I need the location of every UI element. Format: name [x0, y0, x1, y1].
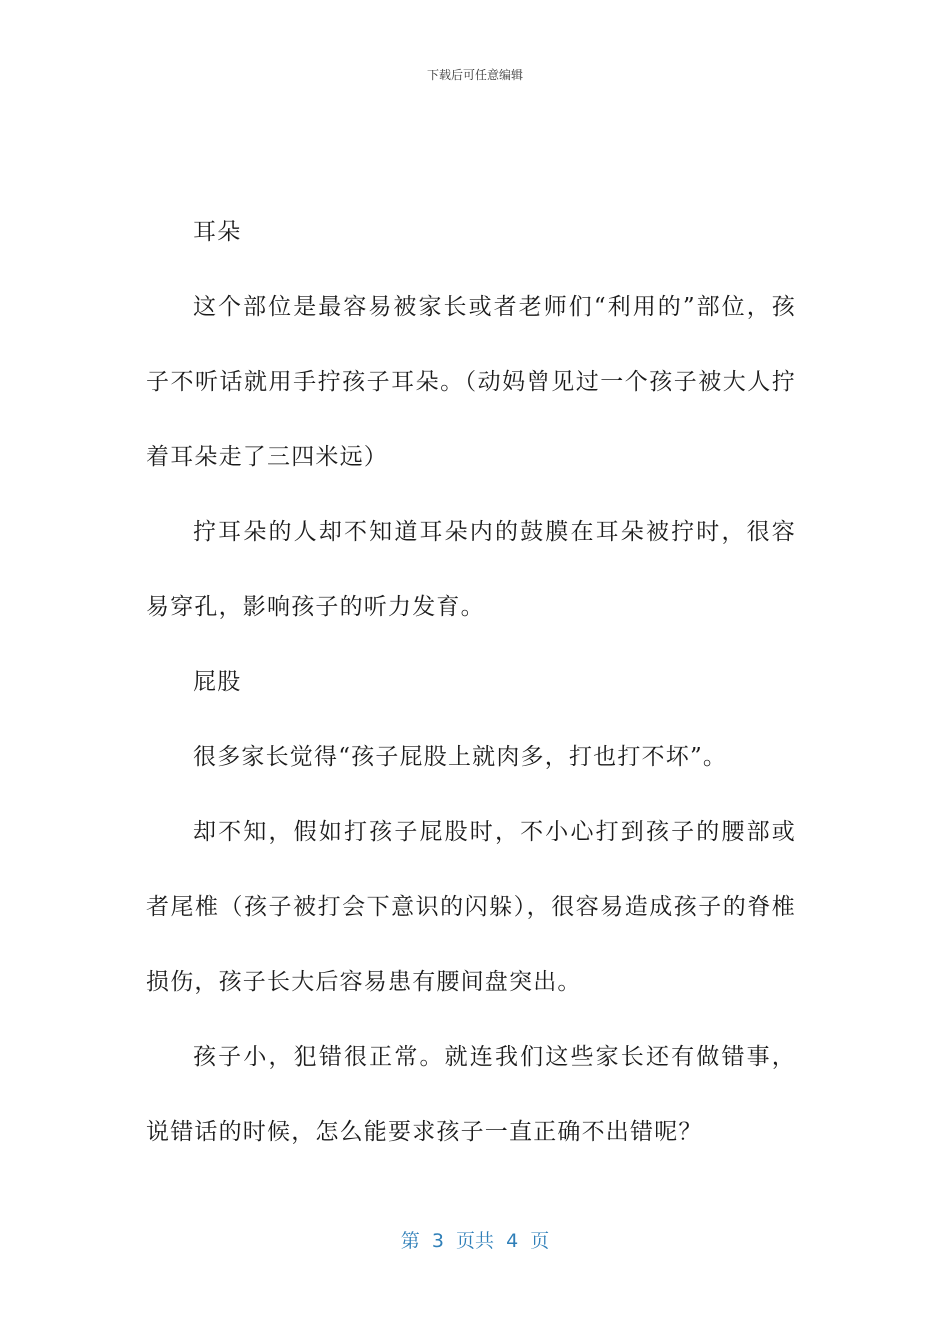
header-note: 下载后可任意编辑 — [426, 68, 523, 82]
paragraph: 孩子小，犯错很正常。就连我们这些家长还有做错事，说错话的时候，怎么能要求孩子一直正确不出错呢？ — [146, 1044, 796, 1145]
paragraph: 拧耳朵的人却不知道耳朵内的鼓膜在耳朵被拧时，很容易穿孔，影响孩子的听力发育。 — [146, 519, 796, 620]
page-number: 第 3 页共 4 页 — [400, 1230, 550, 1252]
paragraph: 却不知，假如打孩子屁股时，不小心打到孩子的腰部或者尾椎（孩子被打会下意识的闪躲），很容易造成孩子的脊椎损伤，孩子长大后容易患有腰间盘突出。 — [146, 819, 796, 995]
paragraph: 很多家长觉得“孩子屁股上就肉多，打也打不坏”。 — [193, 744, 728, 770]
section-heading-buttocks: 屁股 — [193, 669, 242, 695]
paragraph: 这个部位是最容易被家长或者老师们“利用的”部位，孩子不听话就用手拧孩子耳朵。（动妈曾见过一个孩子被大人拧着耳朵走了三四米远） — [146, 294, 796, 470]
document-body — [146, 195, 796, 1170]
section-heading-ear: 耳朵 — [193, 219, 242, 245]
